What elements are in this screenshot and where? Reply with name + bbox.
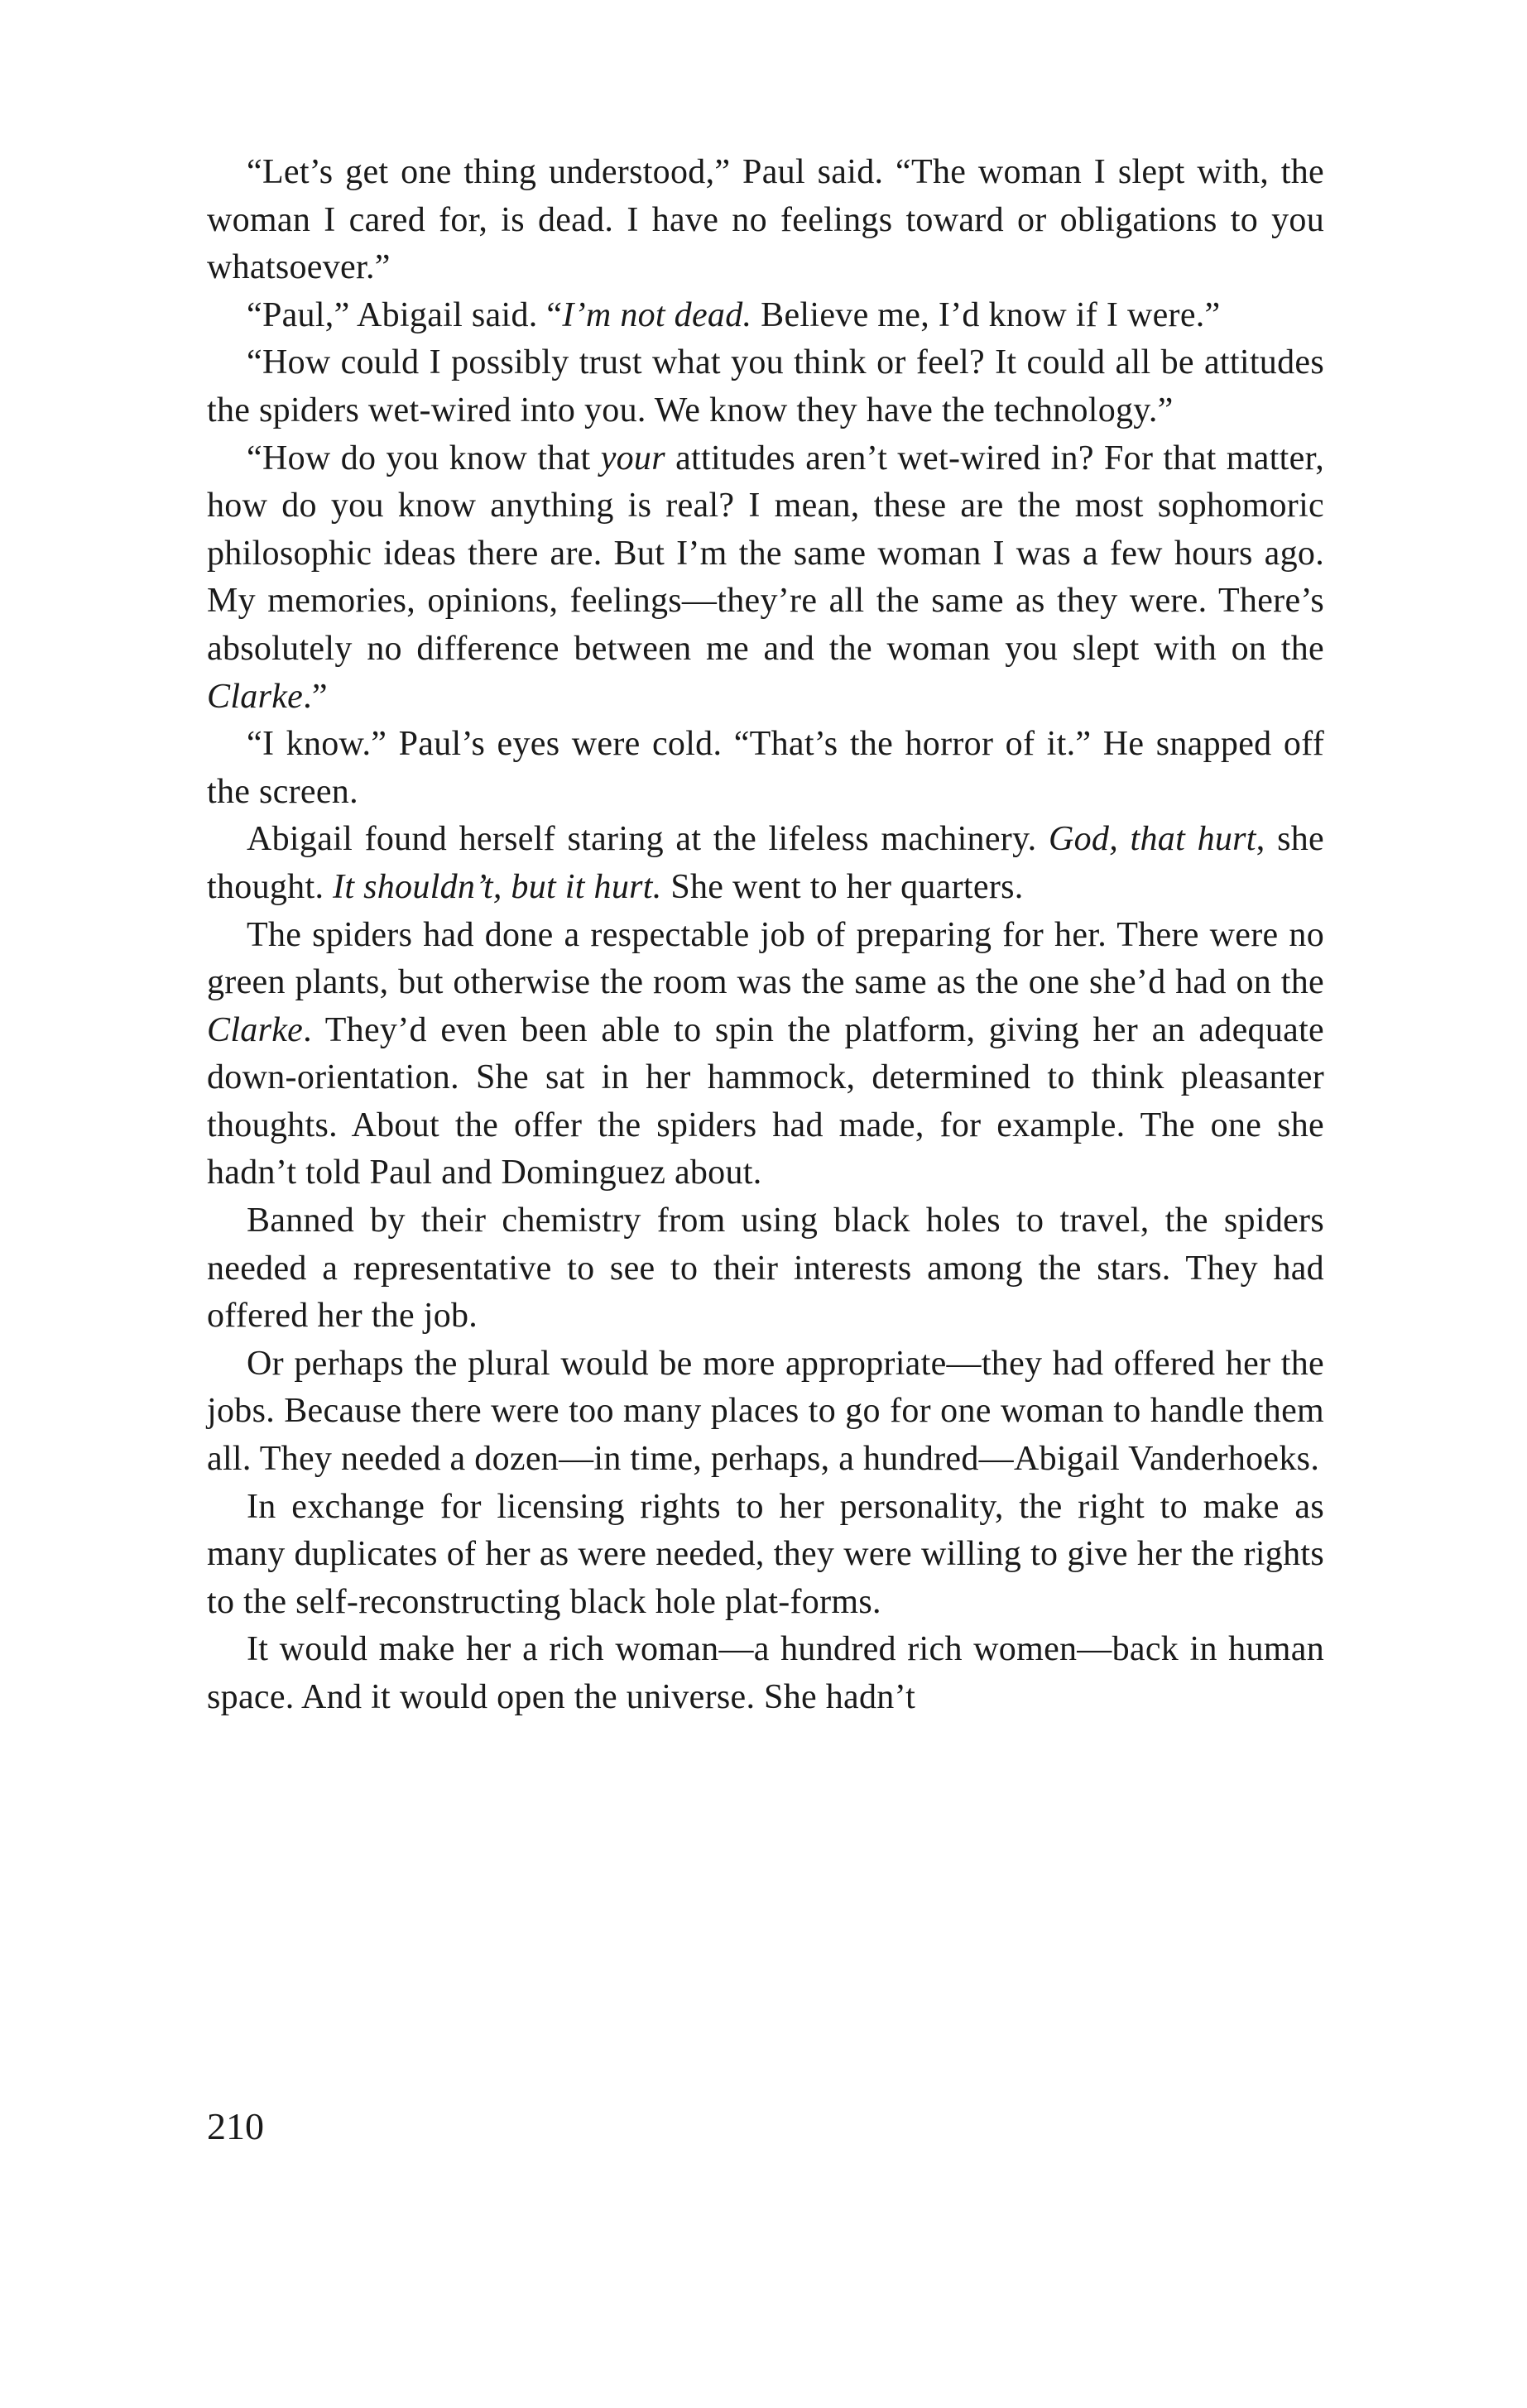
text-run: In exchange for licensing rights to her personality, the right to make as many duplicates of her as were needed, they were willing to give her the rights to the self-reconstructing black hole plat-forms. (207, 1487, 1324, 1621)
italic-text: I’m not dead. (562, 295, 752, 334)
text-run: “Paul,” Abigail said. “ (247, 295, 563, 334)
text-run: “How do you know that (247, 439, 601, 477)
paragraph (207, 149, 1324, 292)
text-run: Believe me, I’d know if I were.” (751, 295, 1221, 334)
text-run: It would make her a rich woman—a hundred rich women—back in human space. And it would open the universe. She hadn’t (207, 1630, 1324, 1716)
text-run: She went to her quarters. (661, 867, 1024, 906)
text-run: Abigail found herself staring at the lifeless machinery. (247, 820, 1049, 859)
text-run: .” (303, 677, 328, 716)
paragraph (207, 339, 1324, 434)
paragraph (207, 721, 1324, 816)
text-run: “I know.” Paul’s eyes were cold. “That’s the horror of it.” He snapped off the screen. (207, 725, 1324, 811)
text-run: The spiders had done a respectable job of preparing for her. There were no green plants, but otherwise the room was the same as the one she’d had on the (207, 915, 1324, 1002)
paragraph (207, 292, 1324, 340)
body-text (207, 149, 1324, 1722)
paragraph (207, 1626, 1324, 1721)
italic-text: your (600, 439, 665, 477)
page-number: 210 (207, 2105, 264, 2147)
paragraph (207, 912, 1324, 1198)
paragraph (207, 816, 1324, 911)
italic-text: It shouldn’t, but it hurt. (333, 867, 662, 906)
text-run: Banned by their chemistry from using black holes to travel, the spiders needed a representative to see to their interests among the stars. They had offered her the job. (207, 1202, 1324, 1336)
text-run: , she thought. (207, 820, 1324, 906)
paragraph (207, 435, 1324, 722)
paragraph (207, 1197, 1324, 1341)
text-run: “How could I possibly trust what you think or feel? It could all be attitudes the spiders wet-wired into you. We know they have the technology.” (207, 343, 1324, 429)
italic-text: God, that hurt (1048, 820, 1256, 859)
italic-text: Clarke (207, 677, 304, 716)
text-run: attitudes aren’t wet-wired in? For that matter, how do you know anything is real? I mean, these are the most sophomoric philosophic ideas there are. But I’m the same woman I was a few hours ago. My memories, opinions, feelings—they’re all the same as they were. There’s absolutely no difference between me and the woman you slept with on the (207, 439, 1324, 668)
text-run: “Let’s get one thing understood,” Paul said. “The woman I slept with, the woman I cared for, is dead. I have no feelings toward or obligations to you whatsoever.” (207, 153, 1324, 287)
italic-text: Clarke (207, 1010, 304, 1049)
paragraph (207, 1484, 1324, 1627)
text-run: . They’d even been able to spin the platform, giving her an adequate down-orientation. She sat in her hammock, determined to think pleasanter thoughts. About the offer the spiders had made, for example. The one she hadn’t told Paul and Dominguez about. (207, 1010, 1324, 1192)
paragraph (207, 1341, 1324, 1484)
text-run: Or perhaps the plural would be more appropriate—they had offered her the jobs. Because there were too many places to go for one woman to handle them all. They needed a dozen—in time, perhaps, a hundred—Abigail Vanderhoeks. (207, 1344, 1324, 1479)
